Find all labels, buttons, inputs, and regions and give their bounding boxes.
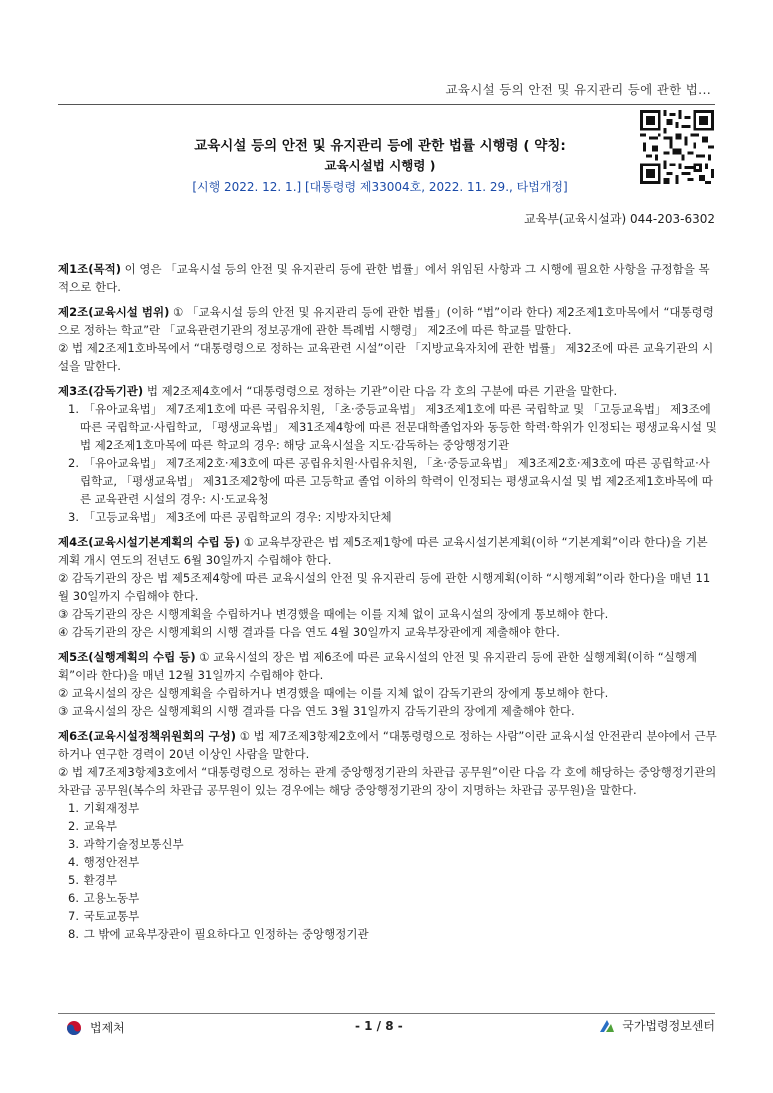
list-item: 6. 고용노동부 xyxy=(68,891,140,905)
article-5-head: 제5조(실행계획의 수립 등) xyxy=(58,650,196,664)
article-1 xyxy=(58,260,718,296)
article-3-items xyxy=(58,400,718,526)
list-item: 1. 「유아교육법」 제7조제1호에 따른 국립유치원, 「초·중등교육법」 제3조제1호에 따른 국립학교 및 「고등교육법」 제3조에 따른 국립학교·사립학교, 「평생교육법」 제31조제4항에 따른 전문대학졸업자와 동등한 학력·학위가 인정되는 평생교육시설 및 법 제2조제1호마목에 따른 학교의 경우: 해당 교육시설을 지도·감독하는 중앙행정기관 xyxy=(68,402,717,452)
article-3 xyxy=(58,382,718,526)
article-2-para-1: ① 「교육시설 등의 안전 및 유지관리 등에 관한 법률」(이하 “법”이라 한다) 제2조제1호마목에서 “대통령령으로 정하는 학교”란 「교육관련기관의 정보공개에 관한 특례법 시행령」 제2조에 따른 학교를 말한다. xyxy=(58,305,714,337)
article-1-body: 이 영은 「교육시설 등의 안전 및 유지관리 등에 관한 법률」에서 위임된 사항과 그 시행에 필요한 사항을 규정함을 목적으로 한다. xyxy=(58,262,710,294)
article-6-para-2: ② 법 제7조제3항제3호에서 “대통령령으로 정하는 관계 중앙행정기관의 차관급 공무원”이란 다음 각 호에 해당하는 중앙행정기관의 차관급 공무원(복수의 차관급 공무원이 있는 경우에는 해당 중앙행정기관의 장이 지명하는 차관급 공무원)을 말한다. xyxy=(58,765,717,797)
footer-right xyxy=(598,1017,715,1034)
article-4-para-3: ③ 감독기관의 장은 시행계획을 수립하거나 변경했을 때에는 이를 지체 없이 교육시설의 장에게 통보해야 한다. xyxy=(58,607,609,621)
article-4-para-1: ① 교육부장관은 법 제5조제1항에 따른 교육시설기본계획(이하 “기본계획”이라 한다)을 기본계획 개시 연도의 전년도 6월 30일까지 수립해야 한다. xyxy=(58,535,708,567)
footer-law-center: 국가법령정보센터 xyxy=(622,1019,715,1033)
article-5-para-3: ③ 교육시설의 장은 실행계획의 시행 결과를 다음 연도 3월 31일까지 감독기관의 장에게 제출해야 한다. xyxy=(58,704,575,718)
header-title: 교육시설 등의 안전 및 유지관리 등에 관한 법... xyxy=(445,82,711,97)
article-5-para-2: ② 교육시설의 장은 실행계획을 수립하거나 변경했을 때에는 이를 지체 없이 감독기관의 장에게 통보해야 한다. xyxy=(58,686,609,700)
article-6-head: 제6조(교육시설정책위원회의 구성) xyxy=(58,729,237,743)
law-center-logo-icon xyxy=(598,1018,616,1034)
article-6 xyxy=(58,727,718,943)
taegeuk-logo-icon xyxy=(66,1020,82,1036)
article-6-items xyxy=(58,799,718,943)
document-title xyxy=(110,136,650,176)
article-2 xyxy=(58,303,718,375)
article-4 xyxy=(58,533,718,641)
qr-code-icon xyxy=(640,110,714,184)
law-body xyxy=(58,260,718,950)
list-item: 2. 교육부 xyxy=(68,819,117,833)
article-3-head: 제3조(감독기관) xyxy=(58,384,144,398)
footer-left xyxy=(66,1019,125,1036)
article-4-head: 제4조(교육시설기본계획의 수립 등) xyxy=(58,535,241,549)
list-item: 8. 그 밖에 교육부장관이 필요하다고 인정하는 중앙행정기관 xyxy=(68,927,369,941)
list-item: 2. 「유아교육법」 제7조제2호·제3호에 따른 공립유치원·사립유치원, 「초·중등교육법」 제3조제2호·제3호에 따른 공립학교·사립학교, 「평생교육법」 제31조제2항에 따른 고등학교 졸업 이하의 학력이 인정되는 평생교육시설 및 법 제2조제1호바목에 따른 교육관련 시설의 경우: 시·도교육청 xyxy=(68,456,713,506)
article-2-head: 제2조(교육시설 범위) xyxy=(58,305,170,319)
article-4-para-4: ④ 감독기관의 장은 시행계획의 시행 결과를 다음 연도 4월 30일까지 교육부장관에게 제출해야 한다. xyxy=(58,625,560,639)
document-title-line2: 교육시설법 시행령 ) xyxy=(324,158,436,173)
article-5-para-1: ① 교육시설의 장은 법 제6조에 따른 교육시설의 안전 및 유지관리 등에 관한 실행계획(이하 “실행계획”이라 한다)을 매년 12월 31일까지 수립해야 한다. xyxy=(58,650,698,682)
document-title-line1: 교육시설 등의 안전 및 유지관리 등에 관한 법률 시행령 ( 약칭: xyxy=(194,138,566,154)
footer-divider xyxy=(58,1013,715,1014)
article-4-para-2: ② 감독기관의 장은 법 제5조제4항에 따른 교육시설의 안전 및 유지관리 등에 관한 시행계획(이하 “시행계획”이라 한다)을 매년 11월 30일까지 수립해야 한다. xyxy=(58,571,711,603)
page-number: - 1 / 8 - xyxy=(355,1019,403,1033)
article-2-para-2: ② 법 제2조제1호바목에서 “대통령령으로 정하는 교육관련 시설”이란 「지방교육자치에 관한 법률」 제32조에 따른 교육기관의 시설을 말한다. xyxy=(58,341,714,373)
article-5 xyxy=(58,648,718,720)
list-item: 1. 기획재정부 xyxy=(68,801,140,815)
article-1-head: 제1조(목적) xyxy=(58,262,121,276)
footer-ministry: 법제처 xyxy=(90,1021,125,1035)
revision-info[interactable]: [시행 2022. 12. 1.] [대통령령 제33004호, 2022. 11. 29., 타법개정] xyxy=(192,180,568,194)
article-6-para-1: ① 법 제7조제3항제2호에서 “대통령령으로 정하는 사람”이란 교육시설 안전관리 분야에서 근무하거나 연구한 경력이 20년 이상인 사람을 말한다. xyxy=(58,729,717,761)
article-3-body: 법 제2조제4호에서 “대통령령으로 정하는 기관”이란 다음 각 호의 구분에 따른 기관을 말한다. xyxy=(143,384,618,398)
list-item: 4. 행정안전부 xyxy=(68,855,140,869)
list-item: 3. 「고등교육법」 제3조에 따른 공립학교의 경우: 지방자치단체 xyxy=(68,510,392,524)
list-item: 3. 과학기술정보통신부 xyxy=(68,837,184,851)
department-contact: 교육부(교육시설과) 044-203-6302 xyxy=(524,212,715,226)
list-item: 7. 국토교통부 xyxy=(68,909,140,923)
header-divider xyxy=(58,104,715,105)
list-item: 5. 환경부 xyxy=(68,873,117,887)
